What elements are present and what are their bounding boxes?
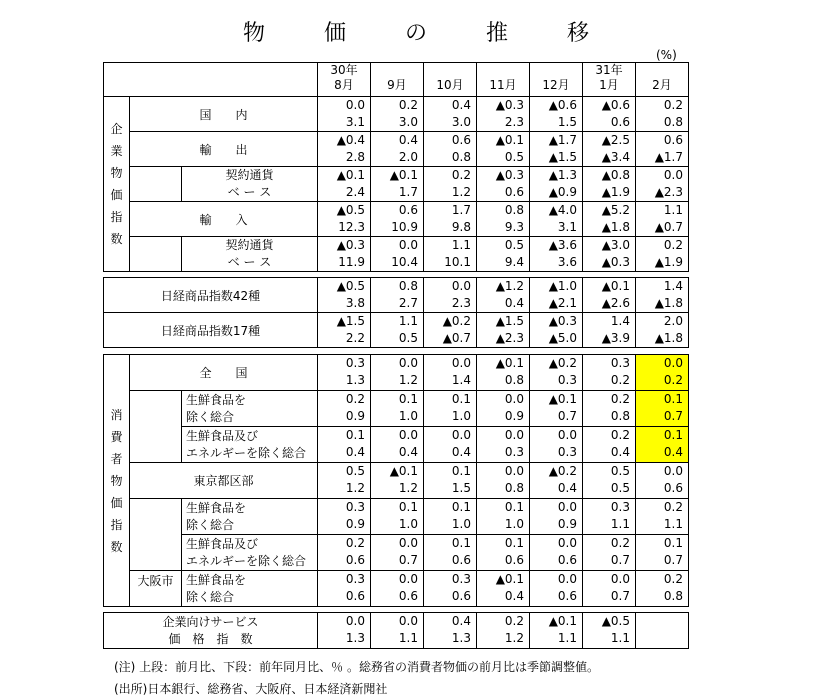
- value-cell: 0.3 0.6: [318, 571, 371, 607]
- row-label-tokyo-ex-fresh-energy: 生鮮食品及び エネルギーを除く総合: [182, 535, 318, 571]
- value-cell: 0.0 0.6: [530, 571, 583, 607]
- value-cell: 0.0 0.9: [477, 391, 530, 427]
- value-cell: 0.3 1.1: [583, 499, 636, 535]
- value-cell: ▲0.3 2.3: [477, 97, 530, 132]
- indent-spacer: [130, 535, 182, 571]
- row-label-nikkei-42: 日経商品指数42種: [104, 278, 318, 313]
- page-title: 物 価 の 推 移: [243, 21, 615, 46]
- consumer-group-label: 消費者物価指数: [104, 355, 130, 607]
- header-month: 10月: [424, 63, 477, 97]
- highlighted-value-cell: 0.0 0.2: [636, 355, 689, 391]
- row-label-export-contract: 契約通貨 ベ ー ス: [182, 167, 318, 202]
- source-note: (出所)日本銀行、総務省、大阪府、日本経済新聞社: [114, 682, 388, 696]
- row-label-national: 全 国: [130, 355, 318, 391]
- value-cell: 0.2 0.4: [583, 427, 636, 463]
- value-cell: 1.4 ▲3.9: [583, 313, 636, 348]
- value-cell: 0.0 0.6: [636, 463, 689, 499]
- value-cell: 0.0 3.1: [318, 97, 371, 132]
- highlighted-value-cell: 0.1 0.4: [636, 427, 689, 463]
- value-cell: ▲0.6 1.5: [530, 97, 583, 132]
- row-label-services: 企業向けサービス 価 格 指 数: [104, 613, 318, 649]
- value-cell: ▲0.1 1.1: [530, 613, 583, 649]
- value-cell: 0.0 0.6: [371, 571, 424, 607]
- value-cell: ▲1.3 ▲0.9: [530, 167, 583, 202]
- value-cell: 0.5 9.4: [477, 237, 530, 272]
- value-cell: ▲0.3 11.9: [318, 237, 371, 272]
- corporate-price-table: [103, 62, 689, 272]
- value-cell: 0.8 2.7: [371, 278, 424, 313]
- value-cell: ▲0.1 ▲2.6: [583, 278, 636, 313]
- value-cell: 0.0 2.3: [424, 278, 477, 313]
- value-cell: ▲3.6 3.6: [530, 237, 583, 272]
- corporate-group-label: 企業物価指数: [104, 97, 130, 272]
- value-cell: ▲0.6 0.6: [583, 97, 636, 132]
- value-cell: 0.0 0.3: [477, 427, 530, 463]
- value-cell: 1.4 ▲1.8: [636, 278, 689, 313]
- value-cell: ▲0.2 ▲0.7: [424, 313, 477, 348]
- value-cell: 0.1 1.0: [424, 499, 477, 535]
- value-cell: ▲0.1 0.5: [477, 132, 530, 167]
- value-cell: 0.2 3.0: [371, 97, 424, 132]
- value-cell: ▲0.1 0.7: [530, 391, 583, 427]
- value-cell: 0.1 0.6: [424, 535, 477, 571]
- row-label-nikkei-17: 日経商品指数17種: [104, 313, 318, 348]
- value-cell: ▲0.8 ▲1.9: [583, 167, 636, 202]
- highlighted-value-cell: 0.1 0.7: [636, 391, 689, 427]
- row-label-tokyo-ex-fresh: 生鮮食品を 除く総合: [182, 499, 318, 535]
- value-cell: ▲0.4 2.8: [318, 132, 371, 167]
- row-label-import: 輸 入: [130, 202, 318, 237]
- value-cell: 0.0 10.4: [371, 237, 424, 272]
- header-month: 12月: [530, 63, 583, 97]
- row-label-national-ex-fresh: 生鮮食品を 除く総合: [182, 391, 318, 427]
- value-cell: 0.2 0.8: [583, 391, 636, 427]
- value-cell: 0.3 1.3: [318, 355, 371, 391]
- value-cell: 0.1 1.0: [477, 499, 530, 535]
- value-cell: 0.0 0.6: [530, 535, 583, 571]
- footnote: (注) 上段：前月比、下段：前年同月比、％ 。総務省の消費者物価の前月比は季節調整値。: [114, 660, 599, 674]
- value-cell: ▲0.1 1.7: [371, 167, 424, 202]
- value-cell: ▲5.2 ▲1.8: [583, 202, 636, 237]
- value-cell: 0.1 0.4: [318, 427, 371, 463]
- value-cell: ▲0.5 12.3: [318, 202, 371, 237]
- value-cell: 0.0 0.9: [530, 499, 583, 535]
- header-month: 31年 1月: [583, 63, 636, 97]
- value-cell: 0.3 0.6: [424, 571, 477, 607]
- value-cell: ▲2.5 ▲3.4: [583, 132, 636, 167]
- value-cell: 0.5 0.5: [583, 463, 636, 499]
- value-cell: ▲0.1 1.2: [371, 463, 424, 499]
- value-cell: ▲0.5 3.8: [318, 278, 371, 313]
- value-cell: 0.1 1.0: [371, 499, 424, 535]
- indent-spacer: [130, 237, 182, 272]
- value-cell: 0.0 1.1: [371, 613, 424, 649]
- row-label-tokyo: 東京都区部: [130, 463, 318, 499]
- value-cell: 0.0 0.3: [530, 427, 583, 463]
- value-cell: 2.0 ▲1.8: [636, 313, 689, 348]
- value-cell: 0.6 ▲1.7: [636, 132, 689, 167]
- value-cell: 0.0 ▲2.3: [636, 167, 689, 202]
- row-label-osaka-ex-fresh: 生鮮食品を 除く総合: [182, 571, 318, 607]
- value-cell: 0.0 1.4: [424, 355, 477, 391]
- value-cell: 0.8 9.3: [477, 202, 530, 237]
- value-cell: 0.6 0.8: [424, 132, 477, 167]
- value-cell: ▲0.1 0.8: [477, 355, 530, 391]
- value-cell: ▲0.5 1.1: [583, 613, 636, 649]
- indent-spacer: [130, 499, 182, 535]
- value-cell: 0.2 0.6: [318, 535, 371, 571]
- value-cell: 0.4 3.0: [424, 97, 477, 132]
- value-cell: 0.2 0.9: [318, 391, 371, 427]
- value-cell: 0.2 0.8: [636, 571, 689, 607]
- header-month: 11月: [477, 63, 530, 97]
- value-cell: ▲4.0 3.1: [530, 202, 583, 237]
- value-cell: ▲0.2 0.4: [530, 463, 583, 499]
- value-cell: 0.4 2.0: [371, 132, 424, 167]
- value-cell: 0.3 0.9: [318, 499, 371, 535]
- header-month: 30年 8月: [318, 63, 371, 97]
- value-cell: 0.2 1.1: [636, 499, 689, 535]
- value-cell: 0.1 0.7: [636, 535, 689, 571]
- value-cell: 0.1 1.5: [424, 463, 477, 499]
- value-cell: 0.2 1.2: [477, 613, 530, 649]
- value-cell: 1.1 0.5: [371, 313, 424, 348]
- value-cell: ▲0.1 2.4: [318, 167, 371, 202]
- value-cell: ▲3.0 ▲0.3: [583, 237, 636, 272]
- value-cell: ▲0.2 0.3: [530, 355, 583, 391]
- nikkei-table: [103, 277, 689, 348]
- header-month: 9月: [371, 63, 424, 97]
- value-cell: 0.5 1.2: [318, 463, 371, 499]
- row-label-domestic: 国 内: [130, 97, 318, 132]
- value-cell: 0.0 0.4: [424, 427, 477, 463]
- value-cell: 1.7 9.8: [424, 202, 477, 237]
- value-cell: ▲1.5 ▲2.3: [477, 313, 530, 348]
- row-label-export: 輸 出: [130, 132, 318, 167]
- indent-spacer: [130, 391, 182, 427]
- value-cell: 0.0 0.7: [371, 535, 424, 571]
- services-price-table: [103, 612, 689, 649]
- value-cell: 0.2 ▲1.9: [636, 237, 689, 272]
- row-label-import-contract: 契約通貨 ベ ー ス: [182, 237, 318, 272]
- indent-spacer: [130, 427, 182, 463]
- value-cell: 0.1 0.6: [477, 535, 530, 571]
- consumer-price-table: [103, 354, 689, 607]
- value-cell: 0.1 1.0: [371, 391, 424, 427]
- value-cell: 1.1 ▲0.7: [636, 202, 689, 237]
- value-cell: 0.0 1.2: [371, 355, 424, 391]
- value-cell: 0.4 1.3: [424, 613, 477, 649]
- value-cell: 0.2 0.7: [583, 535, 636, 571]
- value-cell: ▲0.3 ▲5.0: [530, 313, 583, 348]
- header-month: 2月: [636, 63, 689, 97]
- value-cell: 0.0 0.7: [583, 571, 636, 607]
- value-cell: ▲1.2 0.4: [477, 278, 530, 313]
- value-cell: 0.0 0.8: [477, 463, 530, 499]
- value-cell: 0.2 0.8: [636, 97, 689, 132]
- row-label-national-ex-fresh-energy: 生鮮食品及び エネルギーを除く総合: [182, 427, 318, 463]
- value-cell: ▲1.0 ▲2.1: [530, 278, 583, 313]
- value-cell: 0.0 0.4: [371, 427, 424, 463]
- header-blank: [104, 63, 318, 97]
- value-cell: ▲0.1 0.4: [477, 571, 530, 607]
- unit-label: (%): [656, 48, 677, 62]
- value-cell: 0.2 1.2: [424, 167, 477, 202]
- value-cell: 1.1 10.1: [424, 237, 477, 272]
- value-cell: 0.1 1.0: [424, 391, 477, 427]
- value-cell: ▲0.3 0.6: [477, 167, 530, 202]
- value-cell: ▲1.7 ▲1.5: [530, 132, 583, 167]
- value-cell: 0.3 0.2: [583, 355, 636, 391]
- value-cell: 0.0 1.3: [318, 613, 371, 649]
- row-label-osaka-city: 大阪市: [130, 571, 182, 607]
- value-cell: 0.6 10.9: [371, 202, 424, 237]
- value-cell: [636, 613, 689, 649]
- indent-spacer: [130, 167, 182, 202]
- value-cell: ▲1.5 2.2: [318, 313, 371, 348]
